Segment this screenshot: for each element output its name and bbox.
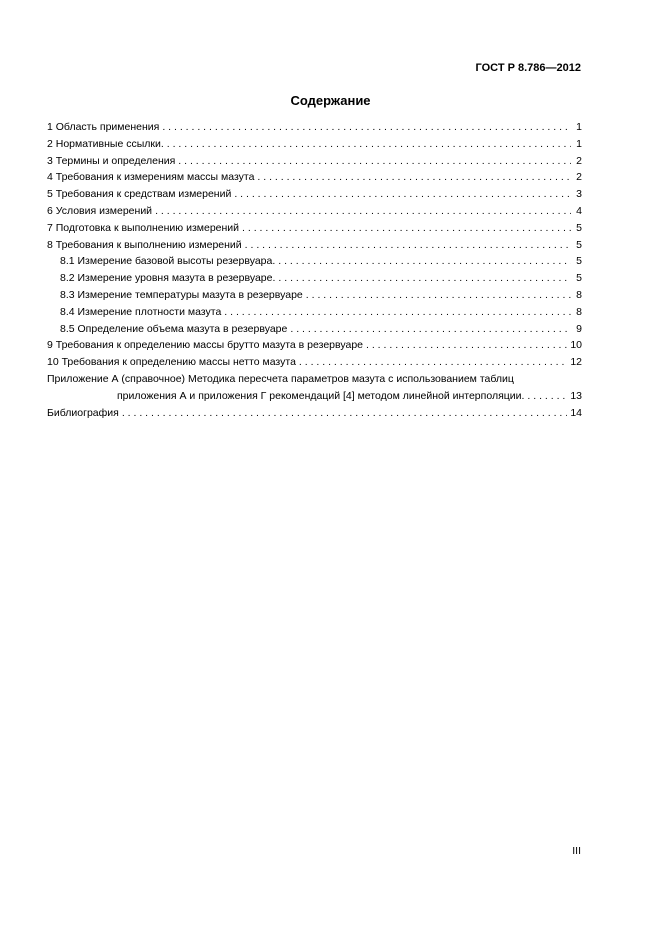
toc-entry-label: 8.2 Измерение уровня мазута в резервуаре. bbox=[60, 272, 276, 285]
toc-entry-page: 9 bbox=[576, 322, 582, 335]
toc-entry-label: 7 Подготовка к выполнению измерений bbox=[47, 221, 240, 234]
toc-entry-page: 1 bbox=[576, 137, 582, 150]
toc-entry-page: 2 bbox=[576, 154, 582, 167]
toc-entry[interactable] bbox=[47, 203, 582, 220]
toc-leader-dots bbox=[245, 237, 571, 254]
toc-entry-label: 4 Требования к измерениям массы мазута bbox=[47, 171, 255, 184]
toc-entry[interactable] bbox=[47, 186, 582, 203]
toc-entry-page: 10 bbox=[570, 339, 582, 352]
toc-appendix-title-line1[interactable]: Приложение А (справочное) Методика пересчета параметров мазута с использованием таблиц bbox=[47, 372, 514, 385]
toc-entry[interactable] bbox=[47, 169, 582, 186]
page-title: Содержание bbox=[290, 93, 371, 108]
toc-leader-dots bbox=[257, 169, 571, 186]
toc-entry-page: 3 bbox=[576, 188, 582, 201]
document-id: ГОСТ Р 8.786—2012 bbox=[475, 62, 581, 74]
toc-entry[interactable] bbox=[47, 136, 582, 153]
toc-entry[interactable] bbox=[47, 354, 582, 371]
toc-leader-dots bbox=[162, 119, 571, 136]
toc-entry-page: 13 bbox=[570, 389, 582, 402]
toc-subentry[interactable] bbox=[47, 253, 582, 270]
toc-leader-dots bbox=[224, 304, 571, 321]
toc-entry-label: 5 Требования к средствам измерений bbox=[47, 188, 232, 201]
toc-entry-label: 3 Термины и определения bbox=[47, 154, 176, 167]
toc-entry-label: 2 Нормативные ссылки. bbox=[47, 137, 164, 150]
toc-entry-label: 9 Требования к определению массы брутто мазута в резервуаре bbox=[47, 339, 364, 352]
toc-entry-page: 5 bbox=[576, 221, 582, 234]
toc-entry-label: 1 Область применения bbox=[47, 121, 160, 133]
toc-leader-dots bbox=[167, 136, 571, 153]
toc-entry-label: 8.1 Измерение базовой высоты резервуара. bbox=[60, 255, 276, 268]
toc-appendix-title-line2: приложения А и приложения Г рекомендаций [4] методом линейной интерполяции. bbox=[117, 389, 525, 402]
toc-leader-dots bbox=[278, 253, 571, 270]
toc-entry-page: 5 bbox=[576, 272, 582, 285]
toc-entry[interactable] bbox=[47, 388, 582, 405]
toc-entry-page: 14 bbox=[570, 406, 582, 419]
toc-leader-dots bbox=[234, 186, 571, 203]
toc-entry-page: 8 bbox=[576, 305, 582, 318]
toc-entry-label: 10 Требования к определению массы нетто мазута bbox=[47, 356, 296, 369]
toc-subentry[interactable] bbox=[47, 304, 582, 321]
page-number: III bbox=[572, 845, 581, 857]
toc-entry[interactable] bbox=[47, 405, 582, 422]
toc-entry-page: 8 bbox=[576, 288, 582, 301]
toc-entry[interactable] bbox=[47, 237, 582, 254]
toc-leader-dots bbox=[366, 337, 567, 354]
toc-leader-dots bbox=[122, 405, 567, 422]
toc-leader-dots bbox=[242, 220, 571, 237]
toc-entry-label: 8 Требования к выполнению измерений bbox=[47, 238, 242, 251]
toc-subentry[interactable] bbox=[47, 270, 582, 287]
toc-entry-page: 5 bbox=[576, 255, 582, 268]
toc-entry-page: 4 bbox=[576, 204, 582, 217]
toc-leader-dots bbox=[178, 153, 571, 170]
toc-entry-label: 6 Условия измерений bbox=[47, 204, 153, 217]
toc-subentry[interactable] bbox=[47, 287, 582, 304]
toc-leader-dots bbox=[278, 270, 571, 287]
toc-leader-dots bbox=[527, 388, 567, 405]
toc-entry-label: Библиография bbox=[47, 406, 119, 419]
toc-leader-dots bbox=[306, 287, 571, 304]
toc-entry-page: 1 bbox=[576, 121, 582, 133]
toc-leader-dots bbox=[299, 354, 567, 371]
toc-entry[interactable] bbox=[47, 220, 582, 237]
toc-entry[interactable] bbox=[47, 153, 582, 170]
toc-subentry[interactable] bbox=[47, 321, 582, 338]
toc-leader-dots bbox=[290, 321, 571, 338]
toc-entry-page: 12 bbox=[570, 356, 582, 369]
toc-entry-page: 5 bbox=[576, 238, 582, 251]
toc-entry-label: 8.5 Определение объема мазута в резервуаре bbox=[60, 322, 288, 335]
toc-entry-label: 8.3 Измерение температуры мазута в резервуаре bbox=[60, 288, 303, 301]
toc-entry-page: 2 bbox=[576, 171, 582, 184]
table-of-contents bbox=[47, 119, 582, 421]
toc-entry[interactable] bbox=[47, 119, 582, 136]
toc-entry[interactable] bbox=[47, 337, 582, 354]
toc-entry-label: 8.4 Измерение плотности мазута bbox=[60, 305, 222, 318]
toc-leader-dots bbox=[155, 203, 571, 220]
